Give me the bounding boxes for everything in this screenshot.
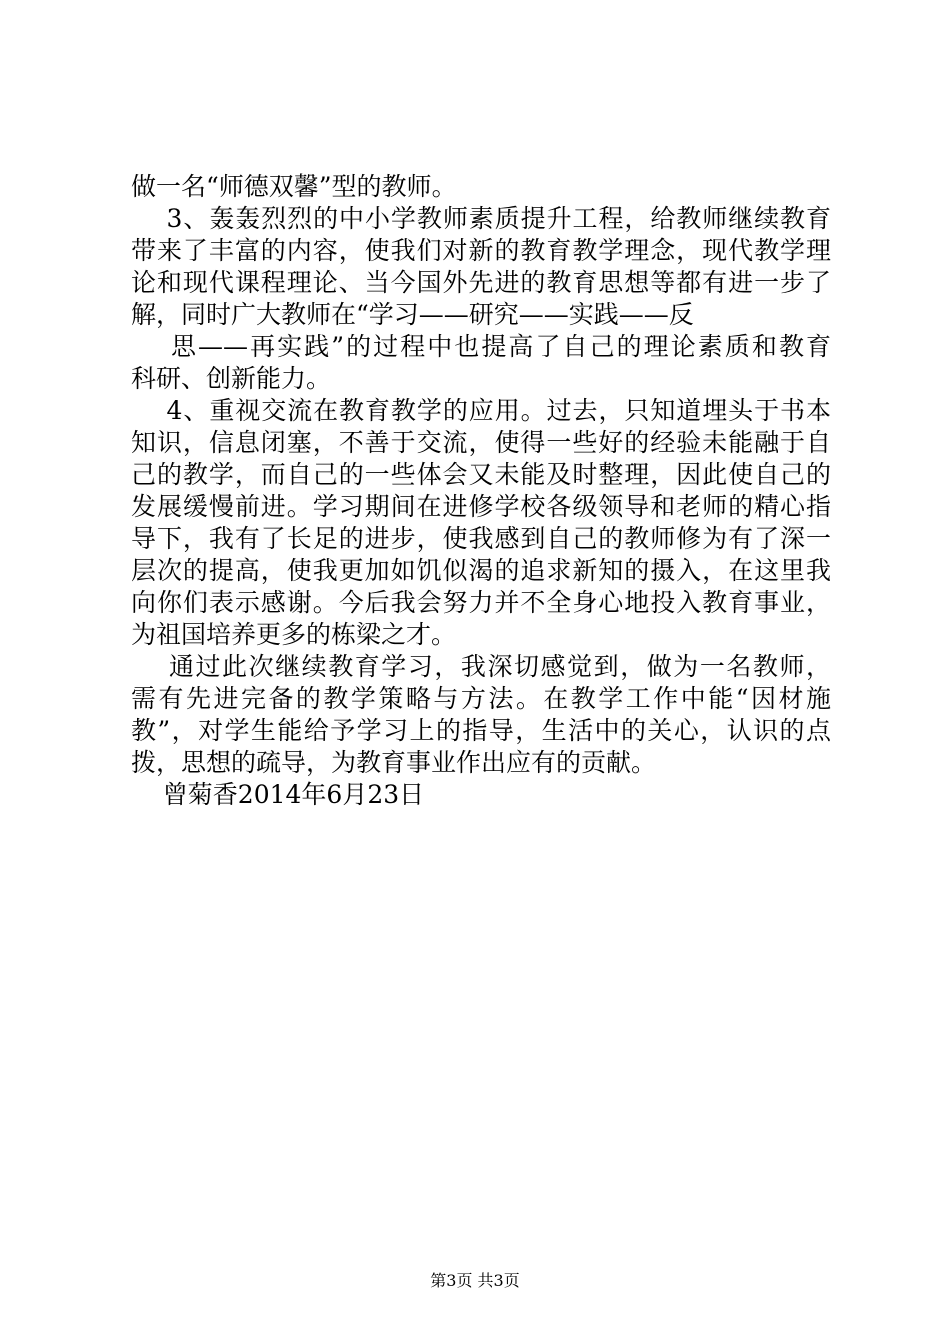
text-line: 层次的提高，使我更加如饥似渴的追求新知的摄入，在这里我 <box>131 556 831 585</box>
text-line: 通过此次继续教育学习，我深切感觉到，做为一名教师， <box>131 652 831 681</box>
page-footer: 第3页 共3页 <box>430 1271 520 1290</box>
text-line: 为祖国培养更多的栋梁之才。 <box>131 620 457 649</box>
text-line: 需有先进完备的教学策略与方法。在教学工作中能“因材施 <box>131 684 831 713</box>
text-line: 做一名“师德双馨”型的教师。 <box>131 172 457 201</box>
text-line: 3、轰轰烈烈的中小学教师素质提升工程，给教师继续教育 <box>131 204 831 233</box>
text-line: 向你们表示感谢。今后我会努力并不全身心地投入教育事业， <box>131 588 831 617</box>
text-line: 导下，我有了长足的进步，使我感到自己的教师修为有了深一 <box>131 524 831 553</box>
text-line: 科研、创新能力。 <box>131 364 332 393</box>
text-line: 思——再实践”的过程中也提高了自己的理论素质和教育 <box>131 332 831 361</box>
text-line: 教”，对学生能给予学习上的指导，生活中的关心，认识的点 <box>131 716 831 745</box>
text-line: 解，同时广大教师在“学习——研究——实践——反 <box>131 300 694 329</box>
text-line: 发展缓慢前进。学习期间在进修学校各级领导和老师的精心指 <box>131 492 831 521</box>
text-line: 知识，信息闭塞，不善于交流，使得一些好的经验未能融于自 <box>131 428 831 457</box>
signature-date-line: 曾菊香2014年6月23日 <box>131 780 425 809</box>
text-line: 带来了丰富的内容，使我们对新的教育教学理念，现代教学理 <box>131 236 831 265</box>
text-line: 论和现代课程理论、当今国外先进的教育思想等都有进一步了 <box>131 268 831 297</box>
text-line: 4、重视交流在教育教学的应用。过去，只知道埋头于书本 <box>131 396 831 425</box>
text-line: 拨，思想的疏导，为教育事业作出应有的贡献。 <box>131 748 657 777</box>
text-line: 己的教学，而自己的一些体会又未能及时整理，因此使自己的 <box>131 460 831 489</box>
